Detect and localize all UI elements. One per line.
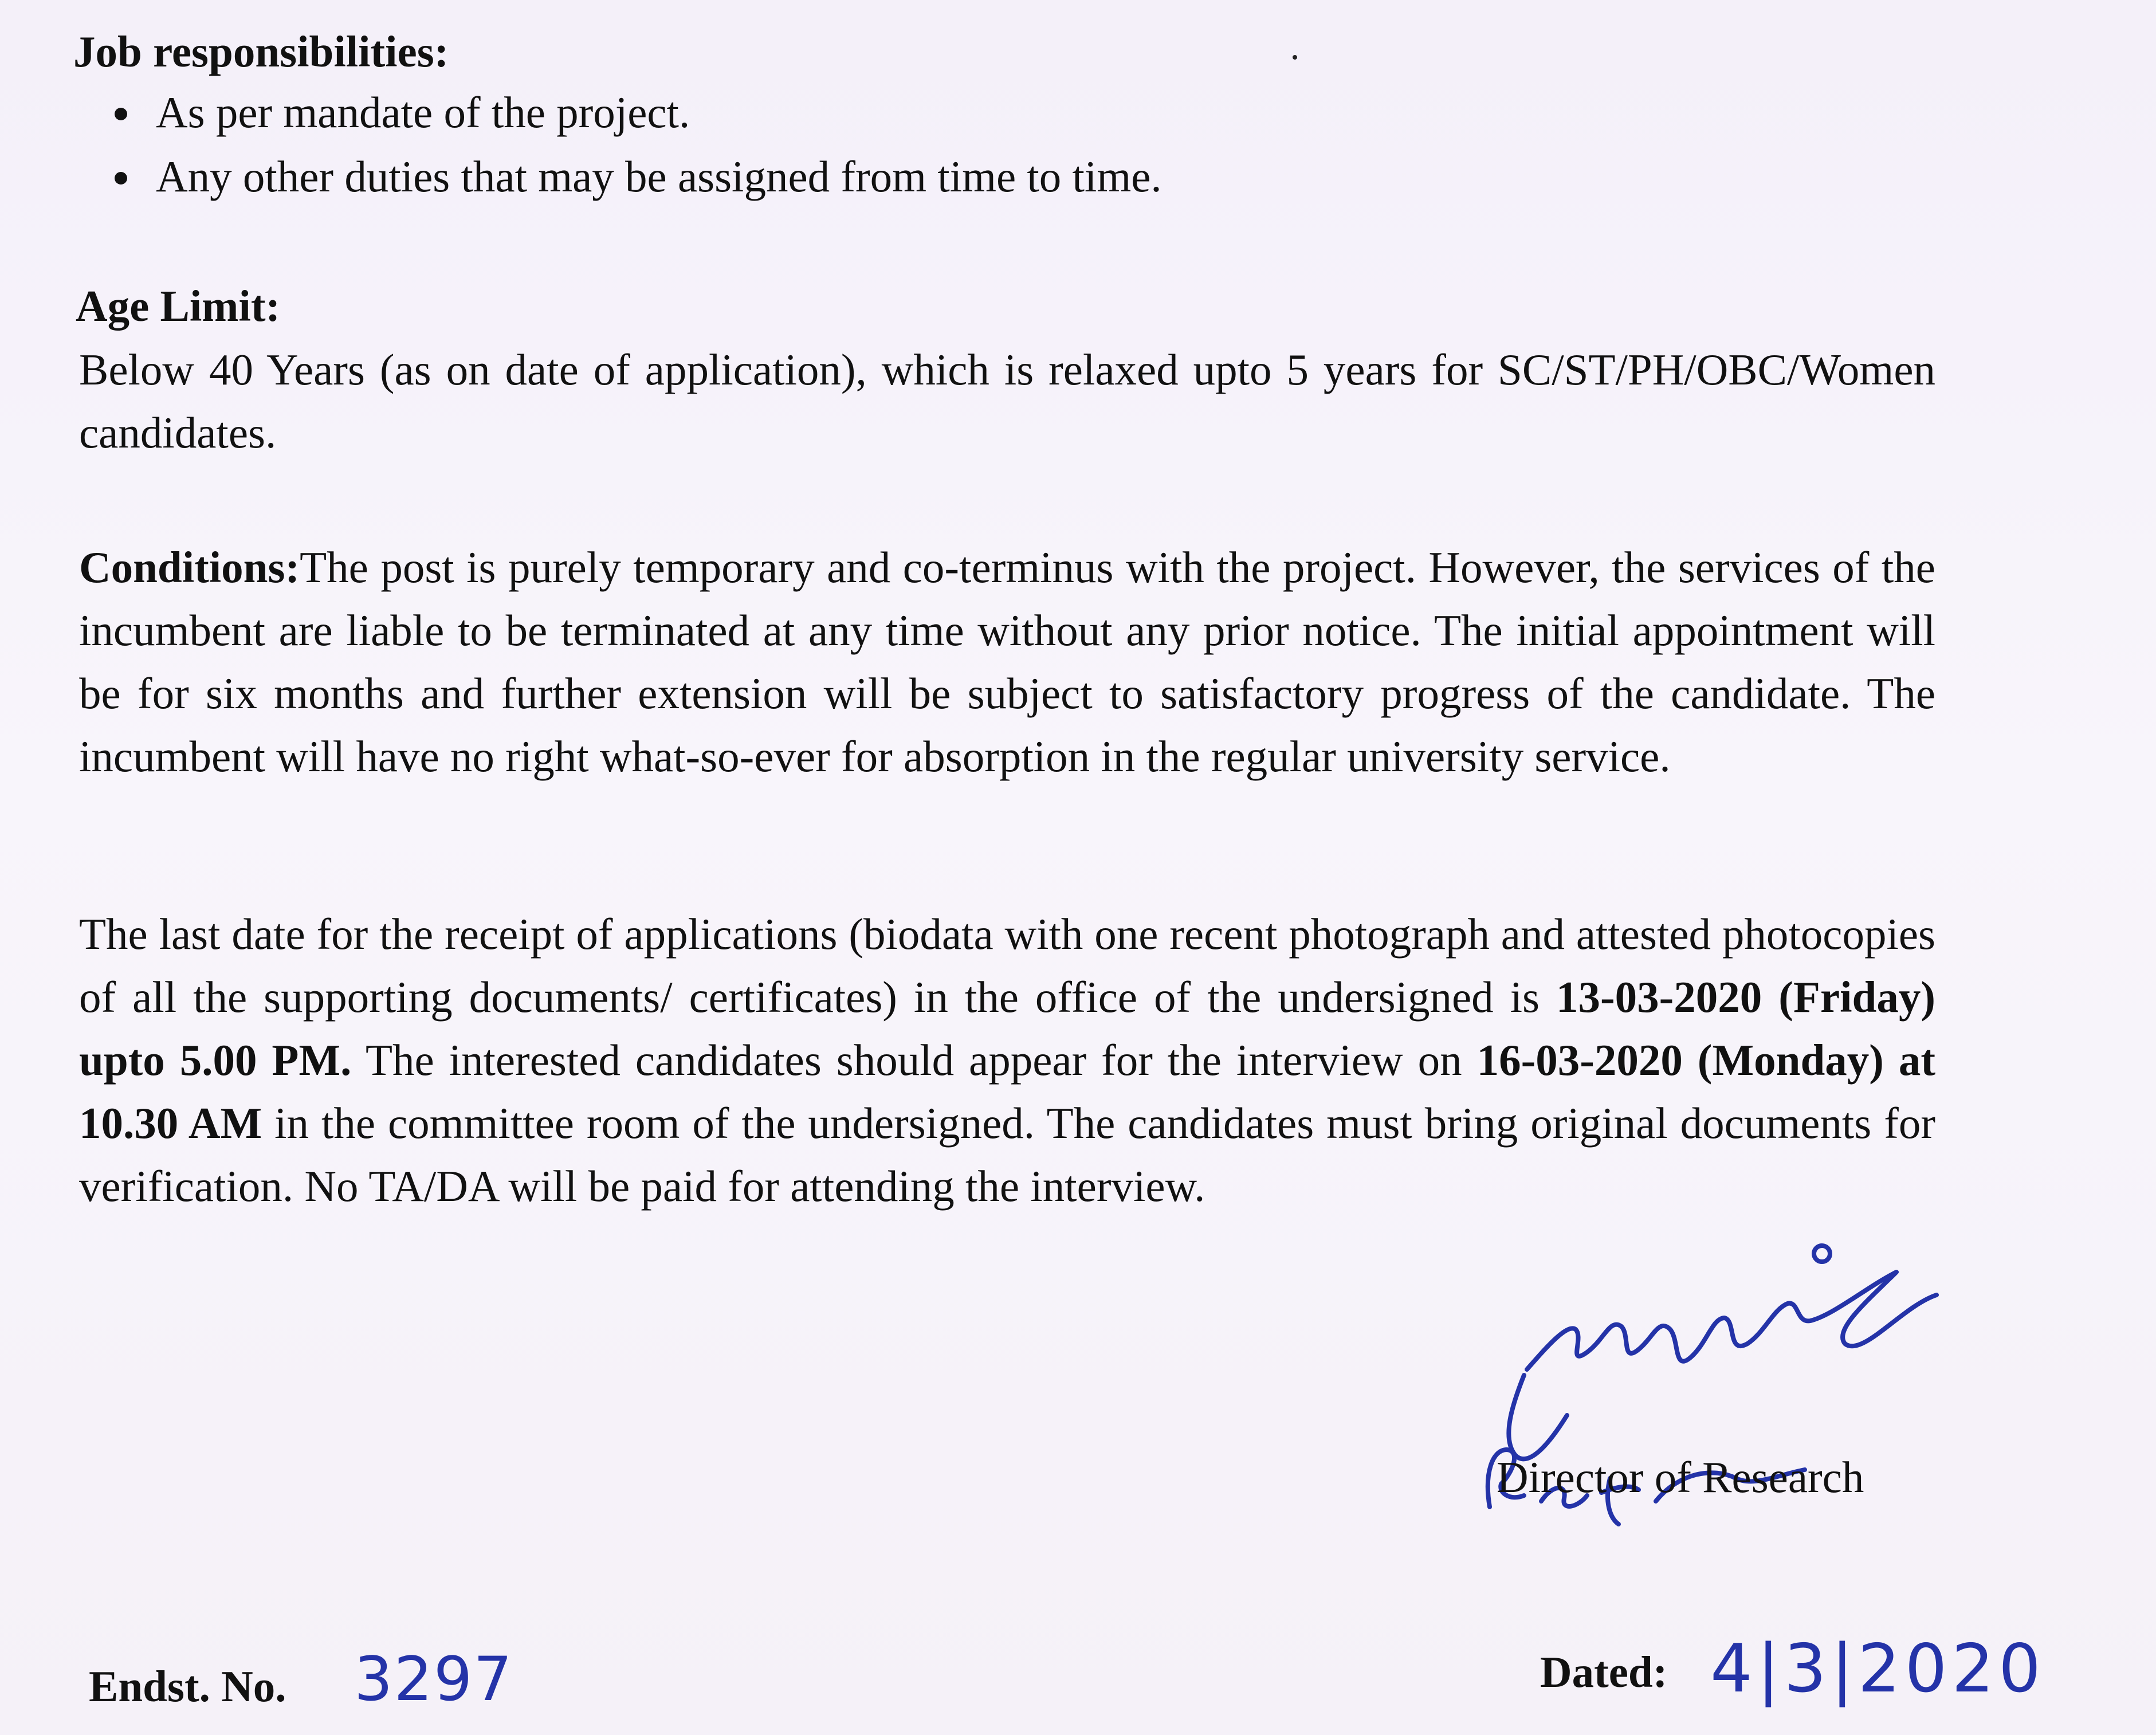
conditions-text: The post is purely temporary and co-terminus with the project. However, the services of the incumbent are liable to be terminated at any time without any prior notice. The initial appointment will be for six months and further extension will be subject to satisfactory progress of the candidate. The incumbent will have no right what-so-ever for absorption in the regular university service. <box>79 543 1935 781</box>
last-date-paragraph <box>79 902 1935 1218</box>
dated-value: 4|3|2020 <box>1710 1630 2045 1707</box>
application-deadline: 13-03-2020 (Friday) upto 5.00 PM. <box>79 972 1935 1085</box>
conditions-label: Conditions: <box>79 543 300 592</box>
conditions-paragraph <box>79 536 1935 788</box>
endst-number: 3297 <box>354 1644 513 1714</box>
job-responsibilities-heading: Job responsibilities: <box>73 27 449 76</box>
list-item: Any other duties that may be assigned from time to time. <box>115 144 1162 209</box>
last-date-text-2: The interested candidates should appear for the interview on <box>351 1035 1477 1085</box>
list-item: As per mandate of the project. <box>115 80 1162 144</box>
age-limit-heading: Age Limit: <box>76 281 281 331</box>
signatory-designation: Director of Research <box>1497 1453 1864 1502</box>
dated-label: Dated: <box>1540 1647 1668 1697</box>
handwritten-signature <box>1467 1232 1982 1564</box>
scan-speck <box>1293 55 1297 60</box>
age-limit-text: Below 40 Years (as on date of application), which is relaxed upto 5 years for SC/ST/PH/OBC/Women candidates. <box>79 345 1935 457</box>
last-date-text-1: The last date for the receipt of applications (biodata with one recent photograph and attested photocopies of all the supporting documents/ certificates) in the office of the undersigned is <box>79 909 1935 1022</box>
job-responsibilities-list <box>115 80 1162 209</box>
last-date-text-3: in the committee room of the undersigned. The candidates must bring original documents for verification. No TA/DA will be paid for attending the interview. <box>79 1098 1935 1211</box>
interview-datetime: 16-03-2020 (Monday) at 10.30 AM <box>79 1035 1935 1148</box>
endst-label: Endst. No. <box>89 1662 286 1711</box>
